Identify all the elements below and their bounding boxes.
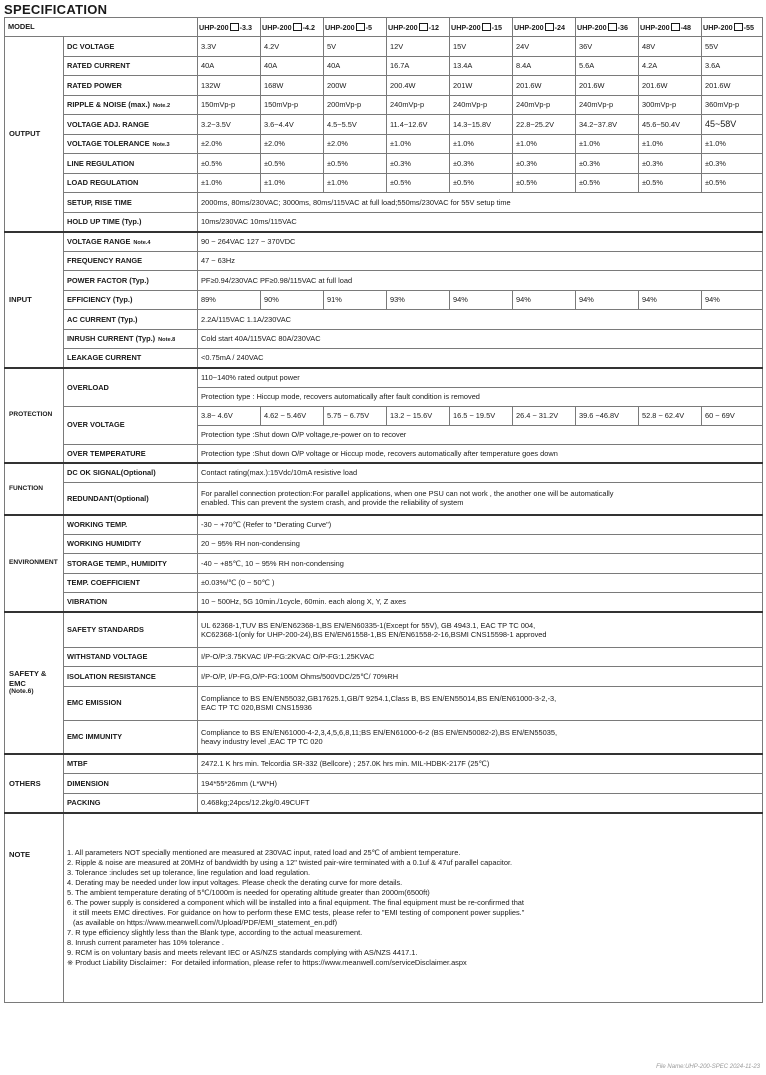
section-note: NOTE xyxy=(5,813,64,1003)
param-label-text: PACKING xyxy=(67,797,101,807)
over-voltage-value: 5.75 ~ 6.75V xyxy=(324,406,387,425)
dc-voltage-value: 48V xyxy=(639,37,702,57)
table-row xyxy=(5,18,763,37)
param-value: 110~140% rated output power xyxy=(198,368,763,387)
dc-voltage-value: 3.3V xyxy=(198,37,261,57)
blank-box-icon xyxy=(545,23,554,31)
value-line: KC62368-1(only for UHP-200-24),BS EN/EN61558-1,BS EN/EN61558-2-16,BSMI CNS15598-1 approved xyxy=(201,629,547,639)
efficiency-value: 94% xyxy=(513,290,576,310)
table-row xyxy=(5,329,763,349)
param-label xyxy=(64,310,198,330)
param-value: Protection type :Shut down O/P voltage or Hiccup mode, recovers automatically after temperature goes down xyxy=(198,444,763,463)
section-input: INPUT xyxy=(5,232,64,369)
voltage-adj-value: 45.6~50.4V xyxy=(639,115,702,135)
model-name xyxy=(450,18,513,37)
rated-current-value: 40A xyxy=(324,56,387,76)
table-row xyxy=(5,593,763,613)
rated-power-value: 200W xyxy=(324,76,387,96)
page-title: SPECIFICATION xyxy=(4,2,108,17)
over-voltage-value: 4.62 ~ 5.46V xyxy=(261,406,324,425)
param-label-text: MTBF xyxy=(67,759,88,769)
blank-box-icon xyxy=(419,23,428,31)
table-row xyxy=(5,56,763,76)
table-row xyxy=(5,774,763,794)
param-value: <0.75mA / 240VAC xyxy=(198,349,763,369)
param-value: PF≥0.94/230VAC PF≥0.98/115VAC at full load xyxy=(198,271,763,291)
rated-power-value: 168W xyxy=(261,76,324,96)
dc-voltage-value: 5V xyxy=(324,37,387,57)
param-value: 10ms/230VAC 10ms/115VAC xyxy=(198,212,763,232)
model-name xyxy=(576,18,639,37)
param-label-text: POWER FACTOR (Typ.) xyxy=(67,275,149,285)
param-label xyxy=(64,593,198,613)
table-row xyxy=(5,554,763,574)
section-environment: ENVIRONMENT xyxy=(5,515,64,613)
model-name xyxy=(639,18,702,37)
param-label-text: RIPPLE & NOISE (max.) xyxy=(67,99,150,109)
table-row xyxy=(5,290,763,310)
voltage-tol-value: ±1.0% xyxy=(576,134,639,154)
param-label-text: RATED CURRENT xyxy=(67,61,131,71)
param-label xyxy=(64,554,198,574)
param-value: 90 ~ 264VAC 127 ~ 370VDC xyxy=(198,232,763,252)
rated-power-value: 201W xyxy=(450,76,513,96)
param-value: Protection type :Shut down O/P voltage,re-power on to recover xyxy=(198,425,763,444)
load-reg-value: ±0.5% xyxy=(702,173,763,193)
model-suffix: -12 xyxy=(428,22,439,32)
note-line: 3. Tolerance :includes set up tolerance, line regulation and load regulation. xyxy=(67,867,311,877)
param-label-text: EFFICIENCY (Typ.) xyxy=(67,295,133,305)
load-reg-value: ±1.0% xyxy=(324,173,387,193)
param-value: I/P-O/P:3.75KVAC I/P-FG:2KVAC O/P-FG:1.25KVAC xyxy=(198,647,763,667)
section-label-line: SAFETY & xyxy=(9,669,47,679)
value-line: heavy industry level ,EAC TP TC 020 xyxy=(201,736,323,746)
model-suffix: -5 xyxy=(365,22,372,32)
model-prefix: UHP-200 xyxy=(262,22,292,32)
param-label xyxy=(64,134,198,154)
rated-current-value: 8.4A xyxy=(513,56,576,76)
param-label-text: TEMP. COEFFICIENT xyxy=(67,578,140,588)
param-label-text: VIBRATION xyxy=(67,597,108,607)
efficiency-value: 94% xyxy=(576,290,639,310)
ripple-value: 360mVp-p xyxy=(702,95,763,115)
ripple-value: 240mVp-p xyxy=(576,95,639,115)
model-prefix: UHP-200 xyxy=(577,22,607,32)
section-function: FUNCTION xyxy=(5,463,64,515)
param-label xyxy=(64,349,198,369)
model-prefix: UHP-200 xyxy=(199,22,229,32)
param-label xyxy=(64,667,198,687)
over-voltage-value: 52.8 ~ 62.4V xyxy=(639,406,702,425)
ripple-value: 240mVp-p xyxy=(450,95,513,115)
value-line: Compliance to BS EN/EN55032,GB17625.1,GB/T 9254.1,Class B, BS EN/EN55014,BS EN/EN61000-3-2,-3, xyxy=(201,693,557,703)
param-label xyxy=(64,612,198,647)
ripple-value: 240mVp-p xyxy=(387,95,450,115)
over-voltage-value: 60 ~ 69V xyxy=(702,406,763,425)
param-label xyxy=(64,329,198,349)
param-value: Contact rating(max.):15Vdc/10mA resistive load xyxy=(198,463,763,483)
note-line: 4. Derating may be needed under low input voltages. Please check the derating curve for more details. xyxy=(67,877,403,887)
param-label-text: HOLD UP TIME (Typ.) xyxy=(67,216,142,226)
param-label: OVERLOAD xyxy=(64,368,198,406)
param-label xyxy=(64,774,198,794)
rated-current-value: 4.2A xyxy=(639,56,702,76)
ripple-value: 150mVp-p xyxy=(198,95,261,115)
param-label-text: SETUP, RISE TIME xyxy=(67,197,132,207)
param-label xyxy=(64,515,198,535)
param-label xyxy=(64,173,198,193)
voltage-tol-value: ±1.0% xyxy=(702,134,763,154)
section-output: OUTPUT xyxy=(5,37,64,232)
table-row xyxy=(5,193,763,213)
blank-box-icon xyxy=(293,23,302,31)
table-row xyxy=(5,37,763,57)
line-reg-value: ±0.3% xyxy=(450,154,513,174)
load-reg-value: ±1.0% xyxy=(198,173,261,193)
param-label-text: VOLTAGE ADJ. RANGE xyxy=(67,119,149,129)
rated-power-value: 132W xyxy=(198,76,261,96)
value-line: For parallel connection protection:For parallel applications, when one PSU can not work , the another one will be automatically xyxy=(201,489,614,498)
param-label xyxy=(64,647,198,667)
table-row xyxy=(5,612,763,647)
rated-current-value: 40A xyxy=(198,56,261,76)
line-reg-value: ±0.3% xyxy=(387,154,450,174)
line-reg-value: ±0.5% xyxy=(198,154,261,174)
model-suffix: -4.2 xyxy=(302,22,315,32)
voltage-tol-value: ±2.0% xyxy=(261,134,324,154)
param-label xyxy=(64,154,198,174)
param-label-text: ISOLATION RESISTANCE xyxy=(67,671,156,681)
param-label xyxy=(64,251,198,271)
load-reg-value: ±0.5% xyxy=(513,173,576,193)
param-value: 47 ~ 63Hz xyxy=(198,251,763,271)
param-label-text: STORAGE TEMP., HUMIDITY xyxy=(67,558,167,568)
table-row xyxy=(5,349,763,369)
load-reg-value: ±0.5% xyxy=(576,173,639,193)
rated-current-value: 5.6A xyxy=(576,56,639,76)
table-row xyxy=(5,406,763,425)
model-prefix: UHP-200 xyxy=(640,22,670,32)
model-name xyxy=(513,18,576,37)
note-line: 5. The ambient temperature derating of 5℃/1000m is needed for operating altitude greater than 2000m(6500ft) xyxy=(67,887,430,897)
param-label xyxy=(64,56,198,76)
table-row xyxy=(5,271,763,291)
table-row xyxy=(5,483,763,515)
param-value: 20 ~ 95% RH non-condensing xyxy=(198,534,763,554)
model-name xyxy=(702,18,763,37)
param-label xyxy=(64,115,198,135)
rated-current-value: 3.6A xyxy=(702,56,763,76)
note-ref: Note.3 xyxy=(152,141,170,148)
param-value: -30 ~ +70℃ (Refer to "Derating Curve") xyxy=(198,515,763,535)
voltage-adj-value: 14.3~15.8V xyxy=(450,115,513,135)
dc-voltage-value: 36V xyxy=(576,37,639,57)
efficiency-value: 94% xyxy=(450,290,513,310)
model-suffix: -15 xyxy=(491,22,502,32)
table-row xyxy=(5,154,763,174)
note-line: 6. The power supply is considered a component which will be installed into a final equipment. The final equipment must be re-confirmed that xyxy=(67,897,524,907)
ripple-value: 300mVp-p xyxy=(639,95,702,115)
table-row xyxy=(5,76,763,96)
param-value: I/P-O/P, I/P-FG,O/P-FG:100M Ohms/500VDC/25℃/ 70%RH xyxy=(198,667,763,687)
table-row xyxy=(5,368,763,387)
model-suffix: -24 xyxy=(554,22,565,32)
value-line: UL 62368-1,TUV BS EN/EN62368-1,BS EN/EN60335-1(Except for 55V), GB 4943.1, EAC TP TC 004, xyxy=(201,620,536,630)
table-row xyxy=(5,686,763,720)
param-label xyxy=(64,290,198,310)
notes-block xyxy=(64,813,763,1003)
param-label xyxy=(64,534,198,554)
model-suffix: -3.3 xyxy=(239,22,252,32)
note-line: ※ Product Liability Disclaimer：For detailed information, please refer to https://www.meanwell.com/serviceDisclaimer.aspx xyxy=(67,957,467,967)
note-line: 9. RCM is on voluntary basis and meets relevant IEC or AS/NZS standards complying with AS/NZS 4417.1. xyxy=(67,947,418,957)
param-value xyxy=(198,686,763,720)
rated-power-value: 201.6W xyxy=(639,76,702,96)
param-label-text: LINE REGULATION xyxy=(67,158,135,168)
table-row xyxy=(5,232,763,252)
param-value xyxy=(198,612,763,647)
model-prefix: UHP-200 xyxy=(514,22,544,32)
voltage-tol-value: ±2.0% xyxy=(324,134,387,154)
model-prefix: UHP-200 xyxy=(703,22,733,32)
param-label xyxy=(64,793,198,813)
param-value: 2472.1 K hrs min. Telcordia SR-332 (Bellcore) ; 257.0K hrs min. MIL-HDBK-217F (25℃) xyxy=(198,754,763,774)
table-row xyxy=(5,95,763,115)
param-label-text: RATED POWER xyxy=(67,80,122,90)
param-label xyxy=(64,444,198,463)
table-row xyxy=(5,720,763,754)
section-safety-emc xyxy=(5,612,64,754)
model-label: MODEL xyxy=(5,18,198,37)
param-label xyxy=(64,483,198,515)
table-row xyxy=(5,310,763,330)
model-suffix: -48 xyxy=(680,22,691,32)
param-label xyxy=(64,232,198,252)
voltage-adj-value: 34.2~37.8V xyxy=(576,115,639,135)
voltage-tol-value: ±2.0% xyxy=(198,134,261,154)
table-row xyxy=(5,173,763,193)
param-label xyxy=(64,193,198,213)
param-label xyxy=(64,720,198,754)
notes-list xyxy=(67,845,759,971)
blank-box-icon xyxy=(356,23,365,31)
param-label-text: WITHSTAND VOLTAGE xyxy=(67,652,148,662)
rated-power-value: 201.6W xyxy=(513,76,576,96)
param-value xyxy=(198,483,763,515)
param-label-text: REDUNDANT(Optional) xyxy=(67,493,149,503)
note-line: (as available on https://www.meanwell.com//Upload/PDF/EMI_statement_en.pdf) xyxy=(73,917,338,927)
param-label-text: EMC EMISSION xyxy=(67,698,122,708)
dc-voltage-value: 55V xyxy=(702,37,763,57)
param-label xyxy=(64,212,198,232)
param-label-text: OVER TEMPERATURE xyxy=(67,448,146,458)
over-voltage-value: 13.2 ~ 15.6V xyxy=(387,406,450,425)
blank-box-icon xyxy=(482,23,491,31)
note-line: 8. Inrush current parameter has 10% tolerance . xyxy=(67,937,224,947)
param-value: 10 ~ 500Hz, 5G 10min./1cycle, 60min. each along X, Y, Z axes xyxy=(198,593,763,613)
model-name xyxy=(324,18,387,37)
voltage-adj-value: 11.4~12.6V xyxy=(387,115,450,135)
model-prefix: UHP-200 xyxy=(451,22,481,32)
efficiency-value: 94% xyxy=(639,290,702,310)
line-reg-value: ±0.3% xyxy=(576,154,639,174)
rated-current-value: 40A xyxy=(261,56,324,76)
param-value: 2000ms, 80ms/230VAC; 3000ms, 80ms/115VAC at full load;550ms/230VAC for 55V setup time xyxy=(198,193,763,213)
note-line: 2. Ripple & noise are measured at 20MHz of bandwidth by using a 12" twisted pair-wire terminated with a 0.1uf & 47uf parallel capacitor. xyxy=(67,857,513,867)
param-label xyxy=(64,37,198,57)
rated-power-value: 200.4W xyxy=(387,76,450,96)
param-label xyxy=(64,573,198,593)
param-label-text: FREQUENCY RANGE xyxy=(67,256,143,266)
table-row xyxy=(5,534,763,554)
dc-voltage-value: 15V xyxy=(450,37,513,57)
table-row xyxy=(5,515,763,535)
param-label-text: DIMENSION xyxy=(67,778,109,788)
blank-box-icon xyxy=(734,23,743,31)
load-reg-value: ±0.5% xyxy=(639,173,702,193)
line-reg-value: ±0.3% xyxy=(702,154,763,174)
section-label-line: EMC xyxy=(9,678,26,688)
rated-current-value: 13.4A xyxy=(450,56,513,76)
voltage-tol-value: ±1.0% xyxy=(387,134,450,154)
param-label-text: LOAD REGULATION xyxy=(67,178,139,188)
table-row xyxy=(5,667,763,687)
param-label-text: DC VOLTAGE xyxy=(67,41,115,51)
model-name xyxy=(387,18,450,37)
model-suffix: -55 xyxy=(743,22,754,32)
table-row xyxy=(5,463,763,483)
voltage-adj-value: 4.5~5.5V xyxy=(324,115,387,135)
note-line: it still meets EMC directives. For guidance on how to perform these EMC tests, please refer to "EMI testing of component power supplies." xyxy=(73,907,525,917)
param-value: 194*55*26mm (L*W*H) xyxy=(198,774,763,794)
table-row xyxy=(5,134,763,154)
voltage-tol-value: ±1.0% xyxy=(450,134,513,154)
param-value: -40 ~ +85℃, 10 ~ 95% RH non-condensing xyxy=(198,554,763,574)
section-label-line: (Note.6) xyxy=(9,688,34,696)
model-prefix: UHP-200 xyxy=(388,22,418,32)
param-value: Protection type : Hiccup mode, recovers automatically after fault condition is removed xyxy=(198,387,763,406)
table-row xyxy=(5,573,763,593)
file-name-footer: File Name:UHP-200-SPEC 2024-11-23 xyxy=(656,1064,760,1070)
value-line: enabled. This can prevent the system crash, and provide the reliability of system xyxy=(201,498,464,508)
voltage-tol-value: ±1.0% xyxy=(639,134,702,154)
param-label-text: EMC IMMUNITY xyxy=(67,732,123,742)
dc-voltage-value: 24V xyxy=(513,37,576,57)
line-reg-value: ±0.3% xyxy=(639,154,702,174)
load-reg-value: ±0.5% xyxy=(450,173,513,193)
over-voltage-value: 3.8~ 4.6V xyxy=(198,406,261,425)
param-label-text: WORKING TEMP. xyxy=(67,519,128,529)
param-label-text: WORKING HUMIDITY xyxy=(67,539,142,549)
table-row xyxy=(5,754,763,774)
param-label xyxy=(64,463,198,483)
param-label-text: LEAKAGE CURRENT xyxy=(67,353,142,363)
over-voltage-value: 16.5 ~ 19.5V xyxy=(450,406,513,425)
note-ref: Note.8 xyxy=(158,336,176,343)
efficiency-value: 94% xyxy=(702,290,763,310)
model-name xyxy=(261,18,324,37)
param-label-text: DC OK SIGNAL(Optional) xyxy=(67,468,156,478)
voltage-tol-value: ±1.0% xyxy=(513,134,576,154)
load-reg-value: ±0.5% xyxy=(387,173,450,193)
blank-box-icon xyxy=(608,23,617,31)
note-ref: Note.2 xyxy=(152,102,171,109)
param-label xyxy=(64,686,198,720)
over-voltage-value: 26.4 ~ 31.2V xyxy=(513,406,576,425)
rated-current-value: 16.7A xyxy=(387,56,450,76)
line-reg-value: ±0.3% xyxy=(513,154,576,174)
table-row xyxy=(5,444,763,463)
table-row xyxy=(5,647,763,667)
ripple-value: 150mVp-p xyxy=(261,95,324,115)
param-label xyxy=(64,95,198,115)
param-label: OVER VOLTAGE xyxy=(64,406,198,444)
note-line: 1. All parameters NOT specially mentioned are measured at 230VAC input, rated load and 25℃ of ambient temperature. xyxy=(67,847,461,857)
note-ref: Note.4 xyxy=(133,239,151,246)
ripple-value: 240mVp-p xyxy=(513,95,576,115)
ripple-value: 200mVp-p xyxy=(324,95,387,115)
efficiency-value: 89% xyxy=(198,290,261,310)
param-label-text: AC CURRENT (Typ.) xyxy=(67,314,138,324)
line-reg-value: ±0.5% xyxy=(261,154,324,174)
param-label xyxy=(64,754,198,774)
dc-voltage-value: 4.2V xyxy=(261,37,324,57)
model-name xyxy=(198,18,261,37)
param-label-text: VOLTAGE RANGE xyxy=(67,236,131,246)
efficiency-value: 93% xyxy=(387,290,450,310)
note-line: 7. R type efficiency slightly less than the Blank type, according to the actual measurement. xyxy=(67,927,363,937)
over-voltage-value: 39.6 ~46.8V xyxy=(576,406,639,425)
voltage-adj-value: 45~58V xyxy=(702,115,763,135)
value-line: Compliance to BS EN/EN61000-4-2,3,4,5,6,8,11;BS EN/EN61000-6-2 (BS EN/EN50082-2),BS EN/EN55035, xyxy=(201,727,558,737)
param-label xyxy=(64,271,198,291)
voltage-adj-value: 22.8~25.2V xyxy=(513,115,576,135)
param-label-text: INRUSH CURRENT (Typ.) xyxy=(67,333,156,343)
model-suffix: -36 xyxy=(617,22,628,32)
load-reg-value: ±1.0% xyxy=(261,173,324,193)
param-label-text: SAFETY STANDARDS xyxy=(67,625,144,635)
table-row xyxy=(5,115,763,135)
spec-table xyxy=(4,17,763,1003)
table-row xyxy=(5,813,763,1003)
table-row xyxy=(5,212,763,232)
model-prefix: UHP-200 xyxy=(325,22,355,32)
param-value: 0.468kg;24pcs/12.2kg/0.49CUFT xyxy=(198,793,763,813)
section-others: OTHERS xyxy=(5,754,64,813)
param-label xyxy=(64,76,198,96)
voltage-adj-value: 3.6~4.4V xyxy=(261,115,324,135)
blank-box-icon xyxy=(230,23,239,31)
rated-power-value: 201.6W xyxy=(702,76,763,96)
param-value xyxy=(198,720,763,754)
section-protection: PROTECTION xyxy=(5,368,64,463)
param-value: 2.2A/115VAC 1.1A/230VAC xyxy=(198,310,763,330)
dc-voltage-value: 12V xyxy=(387,37,450,57)
param-label-text: VOLTAGE TOLERANCE xyxy=(67,138,150,148)
param-value: ±0.03%/℃ (0 ~ 50℃ ) xyxy=(198,573,763,593)
table-row xyxy=(5,793,763,813)
value-line: EAC TP TC 020,BSMI CNS15936 xyxy=(201,703,312,712)
table-row xyxy=(5,251,763,271)
efficiency-value: 90% xyxy=(261,290,324,310)
efficiency-value: 91% xyxy=(324,290,387,310)
line-reg-value: ±0.5% xyxy=(324,154,387,174)
param-value: Cold start 40A/115VAC 80A/230VAC xyxy=(198,329,763,349)
blank-box-icon xyxy=(671,23,680,31)
rated-power-value: 201.6W xyxy=(576,76,639,96)
voltage-adj-value: 3.2~3.5V xyxy=(198,115,261,135)
